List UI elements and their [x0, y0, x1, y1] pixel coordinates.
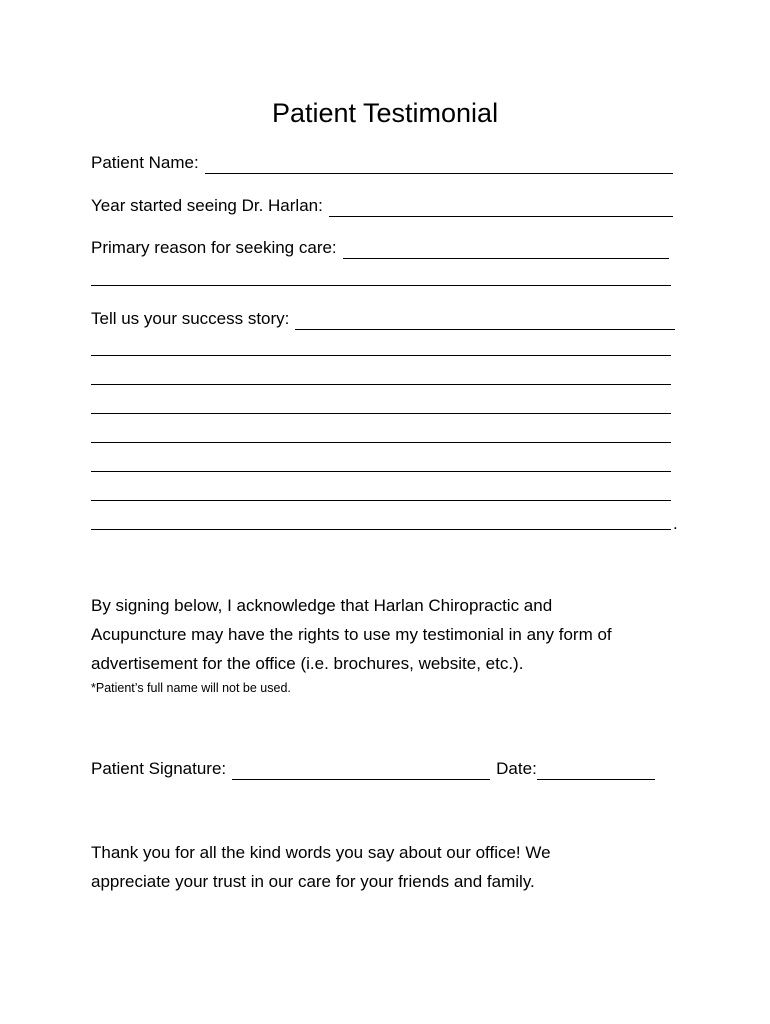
signature-input-line[interactable] — [232, 761, 490, 780]
signature-row — [91, 756, 671, 780]
year-started-label: Year started seeing Dr. Harlan: — [91, 196, 323, 215]
success-story-line-6[interactable] — [91, 500, 671, 501]
story-end-mark: . — [673, 514, 678, 533]
success-story-line-2[interactable] — [91, 384, 671, 385]
thank-you-paragraph — [91, 838, 691, 896]
primary-reason-label: Primary reason for seeking care: — [91, 238, 337, 257]
primary-reason-input-line[interactable] — [343, 240, 669, 259]
page-title: Patient Testimonial — [271, 98, 499, 128]
privacy-note: *Patient’s full name will not be used. — [91, 681, 291, 695]
primary-reason-field — [91, 235, 669, 259]
patient-name-label: Patient Name: — [91, 153, 199, 172]
year-started-input-line[interactable] — [329, 198, 673, 217]
acknowledgement-line: By signing below, I acknowledge that Harlan Chiropractic and — [91, 596, 553, 615]
thank-you-line: Thank you for all the kind words you say about our office! We — [91, 843, 551, 862]
success-story-label: Tell us your success story: — [91, 309, 290, 328]
thank-you-line: appreciate your trust in our care for your friends and family. — [91, 872, 535, 891]
success-story-field — [91, 306, 675, 330]
success-story-line-1[interactable] — [91, 355, 671, 356]
acknowledgement-line: advertisement for the office (i.e. brochures, website, etc.). — [91, 654, 524, 673]
acknowledgement-line: Acupuncture may have the rights to use my testimonial in any form of — [91, 625, 612, 644]
success-story-line-5[interactable] — [91, 471, 671, 472]
primary-reason-continuation-line[interactable] — [91, 285, 671, 286]
success-story-input-line[interactable] — [295, 311, 675, 330]
date-label: Date: — [496, 759, 537, 778]
patient-name-input-line[interactable] — [205, 155, 673, 174]
success-story-line-7[interactable] — [91, 529, 671, 530]
success-story-line-3[interactable] — [91, 413, 671, 414]
year-started-field — [91, 193, 673, 217]
date-input-line[interactable] — [537, 761, 655, 780]
success-story-line-4[interactable] — [91, 442, 671, 443]
patient-name-field — [91, 150, 673, 174]
acknowledgement-paragraph — [91, 591, 681, 678]
signature-label: Patient Signature: — [91, 759, 227, 778]
